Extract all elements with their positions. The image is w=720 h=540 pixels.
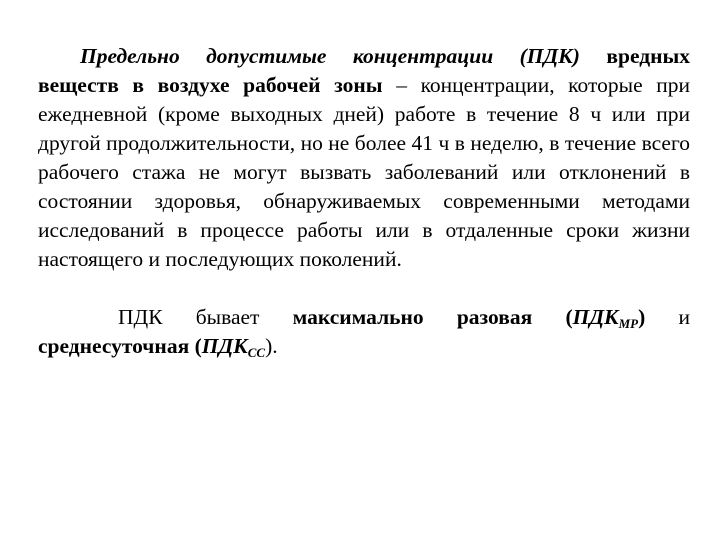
- pdk-mr-abbr: [573, 305, 639, 329]
- pdk-term-tail: вредных веществ в воздухе рабочей зоны: [38, 44, 691, 97]
- pdk-cc-abbr: [202, 334, 265, 358]
- pdk-types-connector: и: [645, 305, 690, 329]
- paren-open-2: (: [189, 334, 202, 358]
- slide-content: [38, 42, 690, 361]
- pdk-mr-abbr-base: ПДК: [572, 305, 619, 329]
- pdk-type-max-single: максимально разовая: [292, 305, 533, 329]
- pdk-mr-abbr-sub: МР: [618, 316, 639, 331]
- paren-open-1: (: [532, 305, 573, 329]
- pdk-definition-paragraph: [38, 42, 690, 274]
- pdk-definition-text: – концентрации, которые при ежедневной (кроме выходных дней) работе в течение 8 ч или при другой продолжительности, но не более 41 ч в неделю, в течение всего рабочего стажа не могут вызвать заболеваний или отклонений в состоянии здоровья, обнаруживаемых современными методами исследований в процессе работы или в отдаленные сроки жизни настоящего и последующих поколений.: [38, 73, 690, 271]
- pdk-cc-abbr-base: ПДК: [201, 334, 248, 358]
- pdk-term: Предельно допустимые концентрации (ПДК): [80, 44, 580, 68]
- pdk-types-lead: ПДК бывает: [118, 305, 293, 329]
- pdk-cc-abbr-sub: СС: [247, 345, 266, 360]
- paren-close-2: ).: [265, 334, 278, 358]
- pdk-type-daily-average: среднесуточная: [38, 334, 190, 358]
- pdk-types-paragraph: [38, 303, 690, 361]
- paren-close-1: ): [638, 305, 646, 329]
